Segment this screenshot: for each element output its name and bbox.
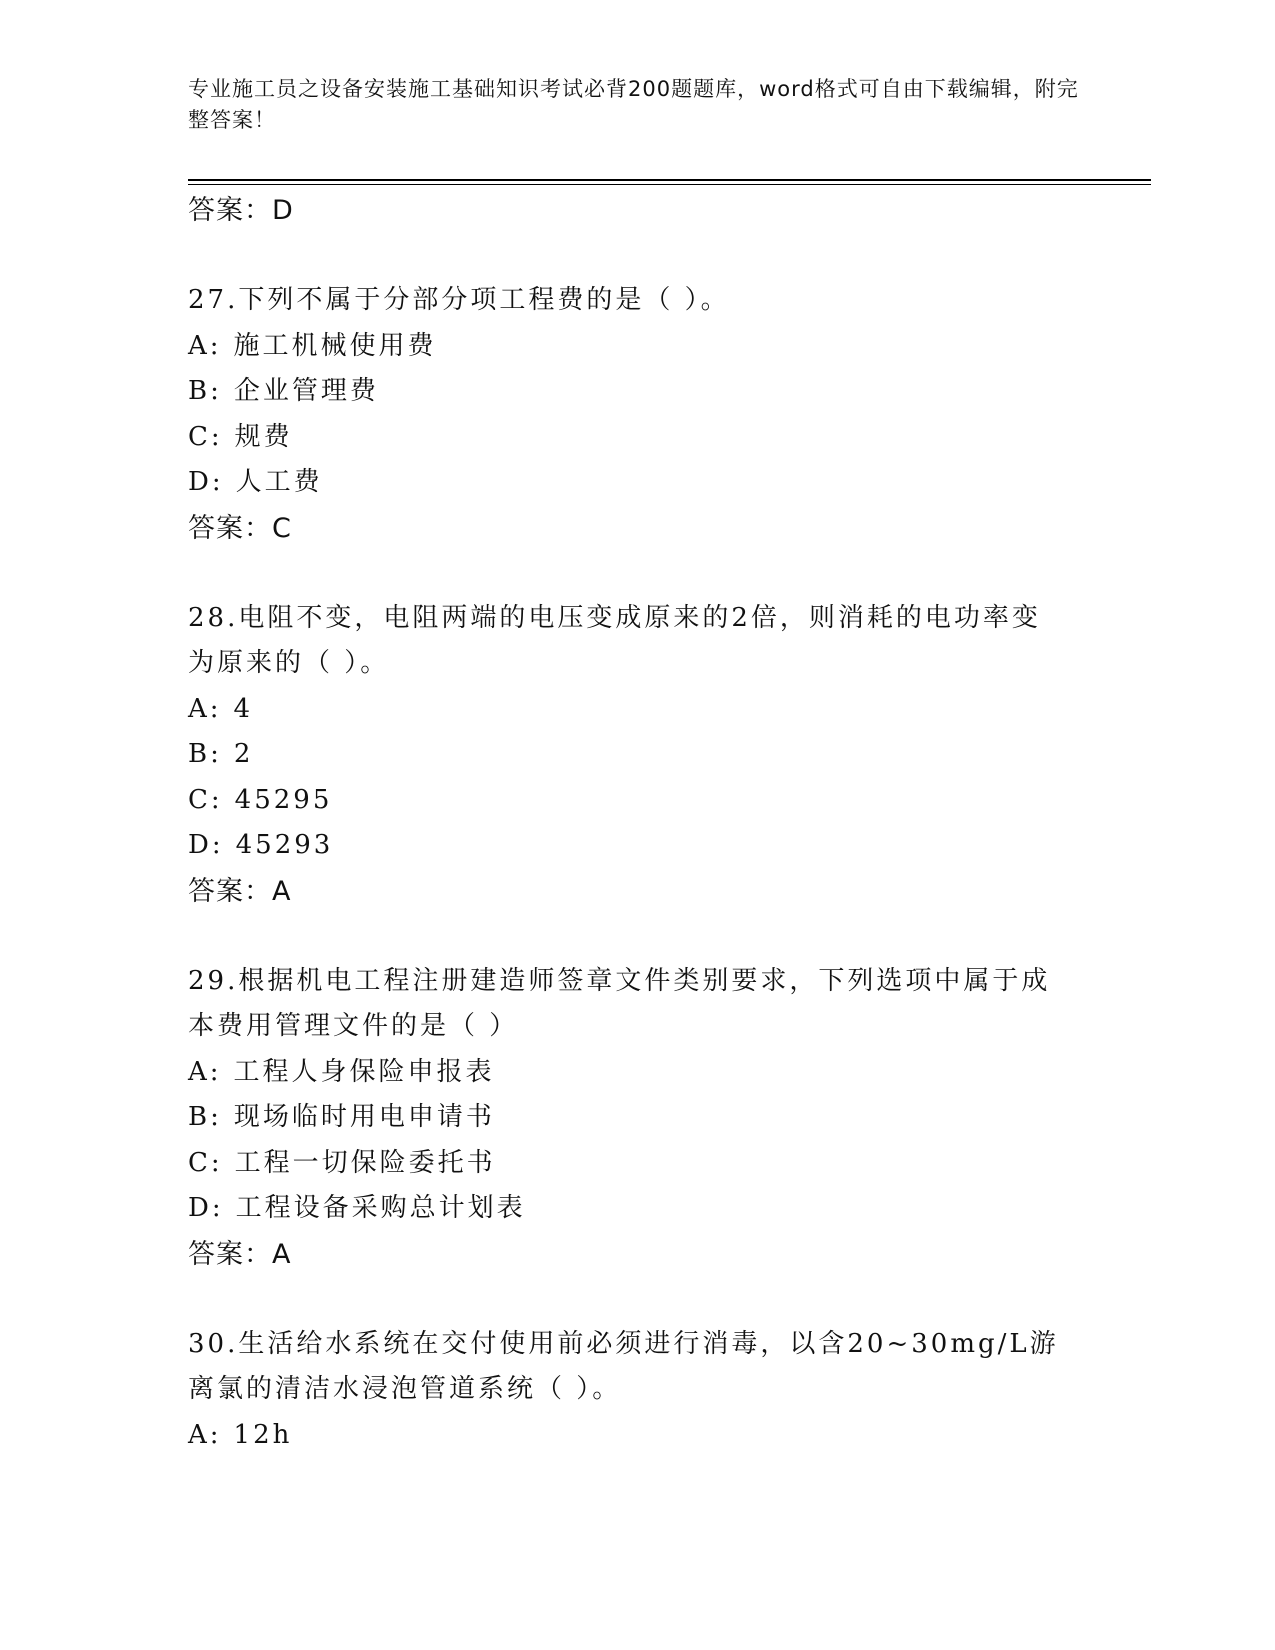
question-stem: 生活给水系统在交付使用前必须进行消毒，以含20~30mg/L游离氯的清洁水浸泡管道系统（ ）。 xyxy=(188,1328,1059,1404)
question-text xyxy=(188,1322,1068,1413)
option-d xyxy=(188,460,1088,506)
header-rule-thin xyxy=(188,184,1151,185)
answer-label: 答案： xyxy=(188,195,272,226)
header-rule-thick xyxy=(188,179,1151,181)
question-30 xyxy=(188,1322,1088,1459)
option-separator: : xyxy=(210,421,223,452)
option-separator: : xyxy=(211,467,224,497)
question-27 xyxy=(188,278,1088,552)
option-a xyxy=(188,1413,1088,1459)
question-text xyxy=(188,278,1068,324)
answer-value: C xyxy=(272,512,292,544)
option-key: B xyxy=(188,739,211,769)
option-key: B xyxy=(188,376,211,406)
option-d xyxy=(188,1186,1088,1232)
option-key: A xyxy=(188,1056,210,1087)
option-separator: : xyxy=(209,1419,222,1450)
option-c xyxy=(188,1141,1088,1187)
option-separator: : xyxy=(209,330,222,361)
question-text xyxy=(188,959,1068,1050)
option-separator: : xyxy=(210,784,223,815)
question-number: 28. xyxy=(188,602,239,633)
option-a xyxy=(188,687,1088,733)
answer-value: A xyxy=(272,875,292,907)
question-text xyxy=(188,596,1068,687)
question-stem: 根据机电工程注册建造师签章文件类别要求，下列选项中属于成本费用管理文件的是（ ） xyxy=(188,965,1051,1041)
option-key: A xyxy=(188,330,210,361)
option-separator: : xyxy=(209,1056,222,1087)
option-key: C xyxy=(188,1147,211,1178)
answer-label: 答案： xyxy=(188,1238,272,1270)
option-text: 4 xyxy=(233,693,254,724)
option-c xyxy=(188,778,1088,824)
option-separator: : xyxy=(210,1102,222,1132)
option-text: 企业管理费 xyxy=(233,376,379,406)
answer-line xyxy=(188,869,1088,915)
document-body xyxy=(188,188,1088,1458)
option-separator: : xyxy=(211,1193,224,1223)
option-key: A xyxy=(188,693,210,724)
question-28 xyxy=(188,596,1088,915)
option-separator: : xyxy=(210,1147,223,1178)
option-text: 施工机械使用费 xyxy=(233,330,437,361)
answer-label: 答案： xyxy=(188,512,272,544)
option-key: C xyxy=(188,784,211,815)
option-a xyxy=(188,1050,1088,1096)
option-text: 12h xyxy=(233,1419,293,1450)
question-number: 29. xyxy=(188,965,239,996)
option-c xyxy=(188,415,1088,461)
option-b xyxy=(188,1095,1088,1141)
option-d xyxy=(188,823,1088,869)
question-number: 27. xyxy=(188,285,239,315)
answer-value: A xyxy=(272,1238,292,1270)
answer-value: D xyxy=(272,195,294,226)
option-text: 工程一切保险委托书 xyxy=(234,1147,496,1178)
document-header: 专业施工员之设备安装施工基础知识考试必背200题题库，word格式可自由下载编辑，附完整答案！ xyxy=(188,77,1079,132)
answer-label: 答案： xyxy=(188,875,272,907)
option-text: 现场临时用电申请书 xyxy=(233,1102,495,1132)
option-separator: : xyxy=(209,693,222,724)
answer-line xyxy=(188,506,1088,552)
option-b xyxy=(188,732,1088,778)
question-29 xyxy=(188,959,1088,1278)
question-stem: 电阻不变，电阻两端的电压变成原来的2倍，则消耗的电功率变为原来的（ ）。 xyxy=(188,602,1041,678)
option-separator: : xyxy=(211,830,224,860)
option-key: B xyxy=(188,1102,211,1132)
option-text: 工程设备采购总计划表 xyxy=(235,1193,526,1223)
answer-line xyxy=(188,188,1088,234)
option-key: D xyxy=(188,830,212,860)
option-a xyxy=(188,324,1088,370)
answer-line xyxy=(188,1232,1088,1278)
option-text: 人工费 xyxy=(235,467,323,497)
option-key: A xyxy=(188,1419,210,1450)
option-key: D xyxy=(188,467,212,497)
option-text: 45293 xyxy=(235,830,334,860)
option-separator: : xyxy=(210,376,222,406)
option-text: 45295 xyxy=(234,784,333,815)
option-text: 2 xyxy=(233,739,254,769)
question-stem: 下列不属于分部分项工程费的是（ ）。 xyxy=(238,285,730,315)
option-separator: : xyxy=(210,739,222,769)
option-key: C xyxy=(188,421,211,452)
option-text: 规费 xyxy=(234,421,293,452)
question-number: 30. xyxy=(188,1328,239,1359)
option-b xyxy=(188,369,1088,415)
option-text: 工程人身保险申报表 xyxy=(233,1056,495,1087)
option-key: D xyxy=(188,1193,212,1223)
